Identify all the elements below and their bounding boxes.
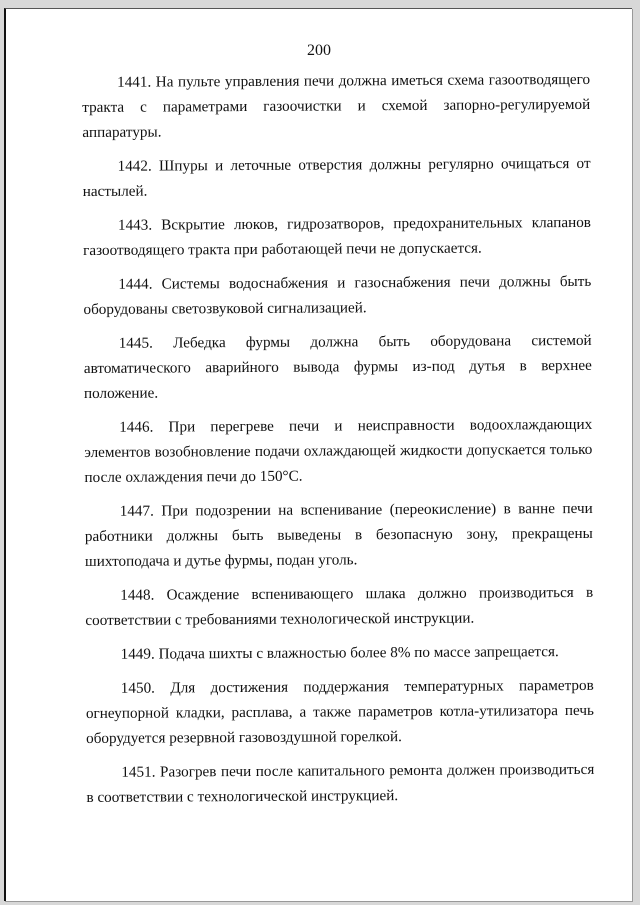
paragraph-1446: 1446. При перегреве печи и неисправности водоохлаждающих элементов возобновление подачи охлаждающей жидкости допускается только после охлаждения печи до 150°С. xyxy=(84,415,593,486)
paragraph-1450: 1450. Для достижения поддержания температурных параметров огнеупорной кладки, расплава, а также параметров котла-утилизатора печь оборудуется резервной газовоздушной горелкой. xyxy=(85,676,594,747)
page-number: 200 xyxy=(307,42,331,59)
paragraph-1444: 1444. Системы водоснабжения и газоснабжения печи должны быть оборудованы светозвуковой сигнализацией. xyxy=(83,272,592,318)
paragraph-1445: 1445. Лебедка фурмы должна быть оборудована системой автоматического аварийного вывода фурмы из-под дутья в верхнее положение. xyxy=(83,331,592,402)
paragraph-1448: 1448. Осаждение вспенивающего шлака должно производиться в соответствии с требованиями технологической инструкции. xyxy=(85,583,594,629)
paragraph-1447: 1447. При подозрении на вспенивание (переокисление) в ванне печи работники должны быть выведены в безопасную зону, прекращены шихтоподача и дутье фурмы, подан уголь. xyxy=(84,499,593,570)
paragraph-1441: 1441. На пульте управления печи должна иметься схема газоотводящего тракта с параметрами газоочистки и схемой запорно-регулируемой аппаратуры. xyxy=(82,70,591,141)
paragraph-1443: 1443. Вскрытие люков, гидрозатворов, предохранительных клапанов газоотводящего тракта при работающей печи не допускается. xyxy=(83,213,591,259)
document-page xyxy=(4,8,632,901)
paragraph-1451: 1451. Разогрев печи после капитального ремонта должен производиться в соответствии с технологической инструкцией. xyxy=(86,760,595,806)
paragraph-1442: 1442. Шпуры и леточные отверстия должны регулярно очищаться от настылей. xyxy=(82,154,591,200)
document-body xyxy=(82,67,595,819)
paragraph-1449: 1449. Подача шихты с влажностью более 8% по массе запрещается. xyxy=(120,643,559,663)
